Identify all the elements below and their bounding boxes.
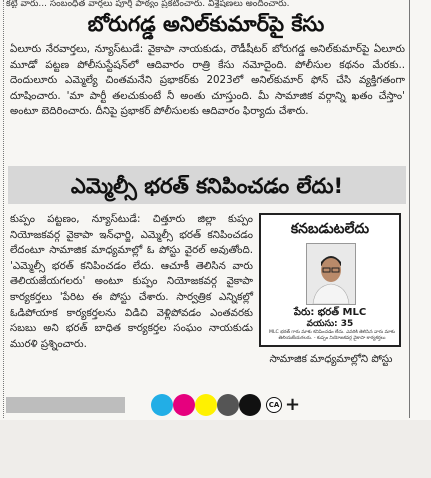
gray-print-bar bbox=[6, 397, 125, 413]
blank-margin bbox=[0, 420, 431, 478]
column-divider-left bbox=[3, 0, 5, 418]
registration-icon: CA bbox=[266, 397, 282, 413]
article1-headline: బోరుగడ్డ అనిల్‌కుమార్‌పై కేసు bbox=[87, 12, 325, 36]
article1-body: ఏలూరు నేరవార్తలు, న్యూస్‌టుడే: వైకాపా నాయకుడు, రౌడీషీటర్ బోరుగడ్డ అనిల్‌కుమార్‌పై ఏలూరు మూడో పట్టణ పోలీసుస్టేషన్‌లో ఆదివారం రాత్రి కేసు నమోదైంది. పోలీసుల కథనం మేరకు.. దెందులూరు ఎమ్మెల్యే చింతమనేని ప్రభాకర్‌కు 2023లో అనిల్‌కుమార్ ఫోన్ చేసి వ్యక్తిగతంగా దూషించారు. 'మా పార్టీ తలచుకుంటే నీ అంతు చూస్తుంది. మీ సామాజిక వర్గాన్ని ఖతం చేస్తాం' అంటూ బెదిరించారు. దీనిపై ప్రభాకర్ పోలీసులకు ఆదివారం ఫిర్యాదు చేశారు. bbox=[10, 43, 405, 118]
cut-off-text-strip: కట్టి వారు... సంబంధిత వార్తలు పూర్తి పాఠ్యం ప్రకటించారు. విశ్లేషణలు అందించారు. bbox=[6, 0, 290, 8]
article2-body: కుప్పం పట్టణం, న్యూస్‌టుడే: చిత్తూరు జిల్లా కుప్పం నియోజకవర్గ వైకాపా ఇన్‌ఛార్జి, ఎమ్మెల్సీ భరత్ కనిపించడం లేదంటూ సామాజిక మాధ్యమాల్లో ఓ పోస్టు వైరల్ అవుతోంది. 'ఎమ్మెల్సీ భరత్ కనిపించడం లేదు. ఆచూకీ తెలిసిన వారు తెలియజేయగలరు' అంటూ కుప్పం నియోజకవర్గ వైకాపా కార్యకర్తలు 'పేరిట ఈ పోస్టు చేశారు. సార్వత్రిక ఎన్నికల్లో ఓడిపోయాక కార్యకర్తలను విడిచి వెళ్లిపోవడం ఎంతవరకు సబబు అని భరత్ బాధిత కార్యకర్తల సంఘం నాయకుడు మురళి ప్రశ్నించారు. bbox=[10, 213, 253, 350]
black-swatch bbox=[239, 394, 261, 416]
cyan-swatch bbox=[151, 394, 173, 416]
poster-caption: సామాజిక మాధ్యమాల్లోని పోస్టు bbox=[269, 353, 393, 365]
magenta-swatch bbox=[173, 394, 195, 416]
plus-icon: + bbox=[285, 394, 301, 415]
gray-swatch bbox=[217, 394, 239, 416]
poster-age: వయసు: 35 bbox=[306, 319, 354, 329]
poster-fine-print: MLC భరత్ గారు మాకు కనిపించడం లేదు. ఎవరికి తెలిసిన వారు మాకు తెలియజేయగలరు. - కుప్పం నియోజకవర్గ వైకాపా కార్యకర్తలు bbox=[269, 330, 395, 341]
column-divider-right bbox=[409, 0, 410, 418]
person-photo-illustration bbox=[307, 244, 355, 304]
yellow-swatch bbox=[195, 394, 217, 416]
article2-headline: ఎమ్మెల్సీ భరత్ కనిపించడం లేదు! bbox=[70, 174, 344, 198]
poster-name: పేరు: భరత్ MLC bbox=[293, 307, 367, 318]
poster-title: కనబడుటలేదు bbox=[290, 221, 370, 237]
person-photo bbox=[306, 243, 356, 305]
missing-person-poster bbox=[259, 213, 401, 347]
